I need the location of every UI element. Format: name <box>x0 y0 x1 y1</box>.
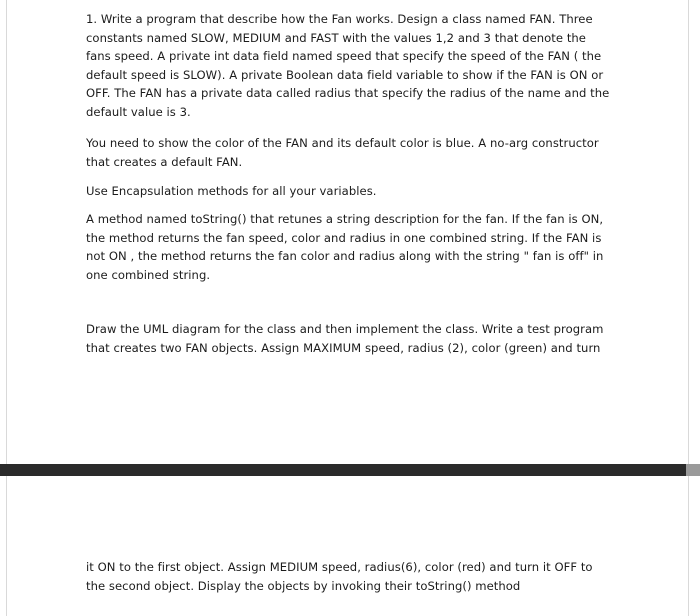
paragraph-color-and-constructor: You need to show the color of the FAN and its default color is blue. A no-arg constructor that creates a default FAN. <box>86 136 599 169</box>
page-break-divider-edge <box>686 464 700 476</box>
paragraph-test-program-continued: it ON to the first object. Assign MEDIUM speed, radius(6), color (red) and turn it OFF to the second object. Display the objects by invoking their toString() method <box>86 560 593 593</box>
page-right-edge <box>688 0 689 464</box>
paragraph-encapsulation: Use Encapsulation methods for all your variables. <box>86 184 377 198</box>
page-break-divider <box>0 464 700 476</box>
paragraph-tostring-method: A method named toString() that retunes a string description for the fan. If the fan is ON, the method returns the fan speed, color and radius in one combined string. If the FAN is not ON , the method returns the fan color and radius along with the string " fan is off" in one combined string. <box>86 212 604 282</box>
page-bottom-right-edge <box>688 476 689 616</box>
page-left-edge <box>6 0 7 464</box>
page-bottom-left-edge <box>6 476 7 616</box>
paragraph-fan-class-design: 1. Write a program that describe how the Fan works. Design a class named FAN. Three constants named SLOW, MEDIUM and FAST with the values 1,2 and 3 that denote the fans speed. A private int data field named speed that specify the speed of the FAN ( the default speed is SLOW). A private Boolean data field variable to show if the FAN is ON or OFF. The FAN has a private data called radius that specify the radius of the name and the default value is 3. <box>86 12 610 119</box>
paragraph-uml-and-test-program: Draw the UML diagram for the class and then implement the class. Write a test program that creates two FAN objects. Assign MAXIMUM speed, radius (2), color (green) and turn <box>86 322 604 355</box>
